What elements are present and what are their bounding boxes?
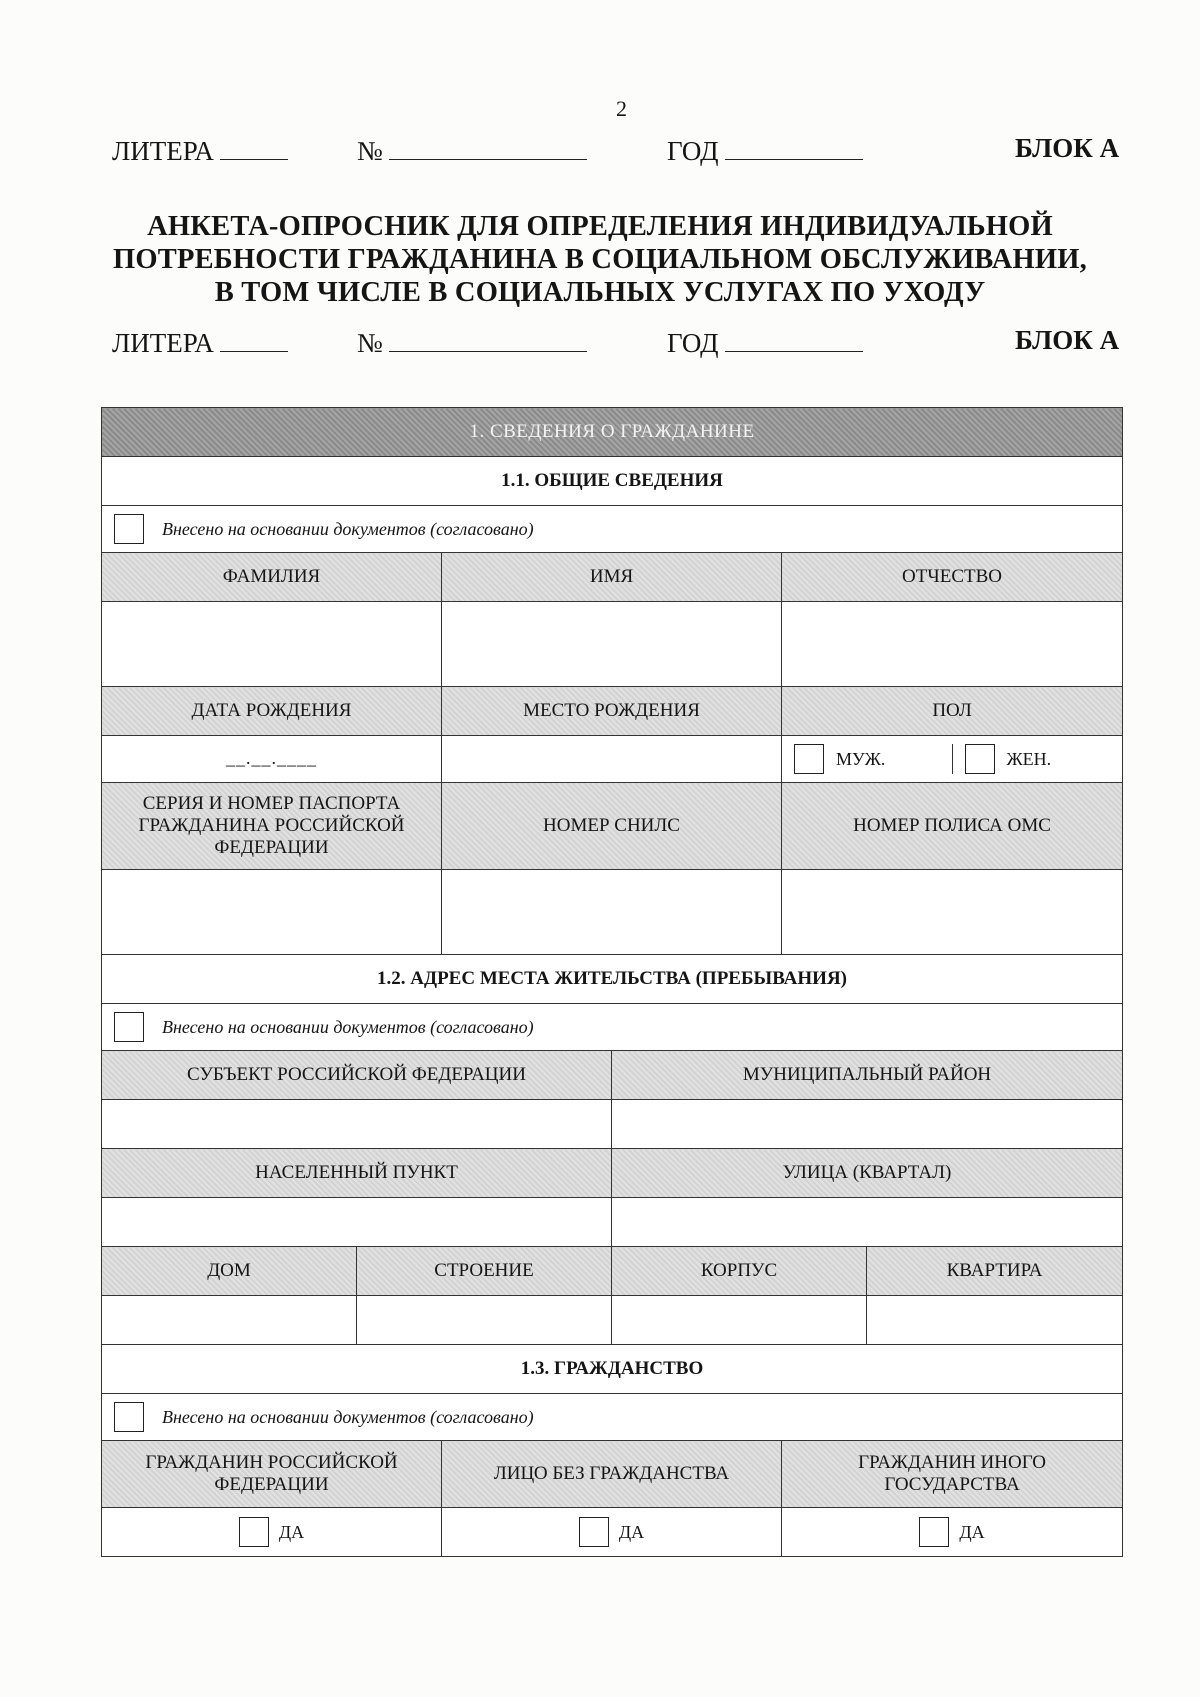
female-label: ЖЕН.	[1006, 748, 1052, 769]
documents-note-row	[102, 506, 1123, 553]
district-input[interactable]	[612, 1100, 1123, 1149]
section-title: 1. СВЕДЕНИЯ О ГРАЖДАНИНЕ	[102, 408, 1123, 457]
litera-label: ЛИТЕРА	[112, 136, 214, 166]
citizen-rf-option[interactable]	[102, 1508, 442, 1557]
sex-female-option[interactable]	[952, 744, 1123, 774]
surname-input[interactable]	[102, 602, 442, 687]
subsection-title-address: 1.2. АДРЕС МЕСТА ЖИТЕЛЬСТВА (ПРЕБЫВАНИЯ)	[102, 955, 1123, 1004]
subject-label: СУБЪЕКТ РОССИЙСКОЙ ФЕДЕРАЦИИ	[102, 1051, 612, 1100]
apartment-input[interactable]	[867, 1296, 1123, 1345]
title-line: ПОТРЕБНОСТИ ГРАЖДАНИНА В СОЦИАЛЬНОМ ОБСЛУЖИВАНИИ,	[113, 244, 1087, 275]
subsection-title-citizenship: 1.3. ГРАЖДАНСТВО	[102, 1345, 1123, 1394]
patronymic-label: ОТЧЕСТВО	[782, 553, 1123, 602]
litera-label: ЛИТЕРА	[112, 328, 214, 358]
foreign-citizen-checkbox[interactable]	[919, 1517, 949, 1547]
subject-input[interactable]	[102, 1100, 612, 1149]
locality-input[interactable]	[102, 1198, 612, 1247]
block-label-cell: КОРПУС	[612, 1247, 867, 1296]
block-input[interactable]	[612, 1296, 867, 1345]
documents-note: Внесено на основании документов (согласовано)	[162, 1406, 534, 1427]
title-line: АНКЕТА-ОПРОСНИК ДЛЯ ОПРЕДЕЛЕНИЯ ИНДИВИДУАЛЬНОЙ	[147, 211, 1053, 242]
year-blank[interactable]	[725, 133, 863, 160]
foreign-citizen-option[interactable]	[782, 1508, 1123, 1557]
number-field	[357, 325, 587, 359]
passport-label: СЕРИЯ И НОМЕР ПАСПОРТА ГРАЖДАНИНА РОССИЙСКОЙ ФЕДЕРАЦИИ	[102, 783, 442, 870]
snils-input[interactable]	[442, 870, 782, 955]
block-label: БЛОК А	[1015, 325, 1120, 355]
documents-note-row	[102, 1004, 1123, 1051]
documents-checkbox[interactable]	[114, 514, 144, 544]
surname-label: ФАМИЛИЯ	[102, 553, 442, 602]
number-field	[357, 133, 587, 167]
litera-blank[interactable]	[220, 133, 288, 160]
yes-label: ДА	[278, 1521, 305, 1542]
litera-field	[112, 325, 288, 359]
oms-input[interactable]	[782, 870, 1123, 955]
number-blank[interactable]	[389, 133, 587, 160]
documents-checkbox[interactable]	[114, 1402, 144, 1432]
documents-note-row	[102, 1394, 1123, 1441]
building-label: СТРОЕНИЕ	[357, 1247, 612, 1296]
birth-place-input[interactable]	[442, 736, 782, 783]
birth-place-label: МЕСТО РОЖДЕНИЯ	[442, 687, 782, 736]
citizen-rf-label: ГРАЖДАНИН РОССИЙСКОЙ ФЕДЕРАЦИИ	[102, 1441, 442, 1508]
foreign-citizen-label: ГРАЖДАНИН ИНОГО ГОСУДАРСТВА	[782, 1441, 1123, 1508]
block-label: БЛОК А	[1015, 133, 1120, 163]
year-field	[667, 325, 863, 359]
house-input[interactable]	[102, 1296, 357, 1345]
documents-checkbox[interactable]	[114, 1012, 144, 1042]
yes-label: ДА	[959, 1521, 985, 1542]
birth-date-label: ДАТА РОЖДЕНИЯ	[102, 687, 442, 736]
house-label: ДОМ	[102, 1247, 357, 1296]
stateless-option[interactable]	[442, 1508, 782, 1557]
birth-date-input[interactable]	[102, 736, 442, 783]
citizen-info-form	[101, 407, 1123, 1557]
snils-label: НОМЕР СНИЛС	[442, 783, 782, 870]
street-input[interactable]	[612, 1198, 1123, 1247]
documents-note: Внесено на основании документов (согласовано)	[162, 518, 534, 539]
sex-label: ПОЛ	[782, 687, 1123, 736]
street-label: УЛИЦА (КВАРТАЛ)	[612, 1149, 1123, 1198]
sex-male-option[interactable]	[782, 744, 952, 774]
male-checkbox[interactable]	[794, 744, 824, 774]
header-row-bottom	[112, 325, 1120, 365]
oms-label: НОМЕР ПОЛИСА ОМС	[782, 783, 1123, 870]
apartment-label: КВАРТИРА	[867, 1247, 1123, 1296]
subsection-title-general: 1.1. ОБЩИЕ СВЕДЕНИЯ	[102, 457, 1123, 506]
header-row-top	[112, 133, 1120, 173]
form-title	[100, 210, 1100, 309]
number-label: №	[357, 328, 383, 358]
building-input[interactable]	[357, 1296, 612, 1345]
patronymic-input[interactable]	[782, 602, 1123, 687]
title-line: В ТОМ ЧИСЛЕ В СОЦИАЛЬНЫХ УСЛУГАХ ПО УХОДУ	[214, 277, 986, 308]
documents-note: Внесено на основании документов (согласовано)	[162, 1016, 534, 1037]
litera-blank[interactable]	[220, 325, 288, 352]
female-checkbox[interactable]	[965, 744, 995, 774]
date-placeholder: __.__.____	[226, 748, 317, 768]
name-label: ИМЯ	[442, 553, 782, 602]
sex-options	[782, 736, 1123, 783]
stateless-checkbox[interactable]	[579, 1517, 609, 1547]
yes-label: ДА	[618, 1521, 645, 1542]
page-number: 2	[616, 96, 627, 121]
passport-input[interactable]	[102, 870, 442, 955]
year-label: ГОД	[667, 328, 719, 358]
name-input[interactable]	[442, 602, 782, 687]
number-blank[interactable]	[389, 325, 587, 352]
locality-label: НАСЕЛЕННЫЙ ПУНКТ	[102, 1149, 612, 1198]
year-blank[interactable]	[725, 325, 863, 352]
number-label: №	[357, 136, 383, 166]
litera-field	[112, 133, 288, 167]
year-label: ГОД	[667, 136, 719, 166]
stateless-label: ЛИЦО БЕЗ ГРАЖДАНСТВА	[442, 1441, 782, 1508]
district-label: МУНИЦИПАЛЬНЫЙ РАЙОН	[612, 1051, 1123, 1100]
citizen-rf-checkbox[interactable]	[239, 1517, 269, 1547]
year-field	[667, 133, 863, 167]
male-label: МУЖ.	[836, 748, 886, 769]
